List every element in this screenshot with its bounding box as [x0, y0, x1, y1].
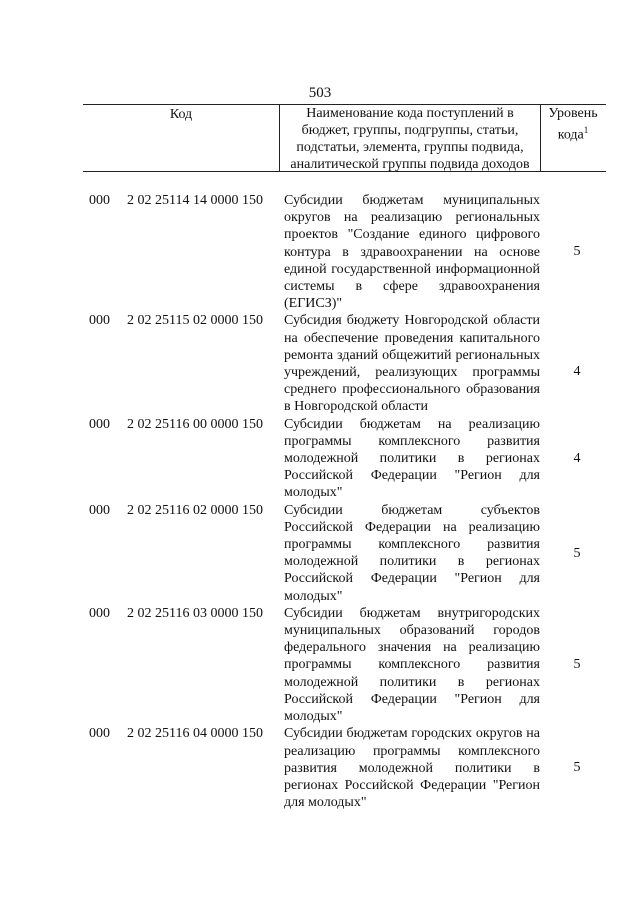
table-row [0, 725, 640, 811]
table-row [0, 312, 640, 415]
header-level-footnote: 1 [583, 125, 589, 135]
row-code: 2 02 25116 04 0000 150 [127, 726, 263, 742]
header-name: Наименование кода поступлений в бюджет, группы, подгруппы, статьи, подстатьи, элемента, группы подвида, аналитической группы подвида доходов [279, 105, 541, 171]
table-row [0, 192, 640, 312]
row-prefix: 000 [89, 605, 110, 621]
row-prefix: 000 [89, 193, 110, 208]
header-code [83, 105, 279, 171]
header-level-label: Уровень кода [548, 106, 598, 143]
row-level: 5 [573, 656, 581, 672]
row-code: 2 02 25115 02 0000 150 [127, 313, 263, 329]
row-level: 4 [573, 364, 581, 380]
row-level: 5 [573, 760, 581, 776]
row-level: 5 [573, 244, 581, 259]
row-prefix: 000 [89, 313, 110, 329]
page-number: 503 [308, 85, 332, 101]
table-header [83, 104, 606, 172]
row-code: 2 02 25114 14 0000 150 [127, 193, 263, 208]
row-prefix: 000 [89, 502, 110, 518]
row-prefix: 000 [89, 726, 110, 742]
table-body [0, 192, 640, 811]
table-row [0, 416, 640, 502]
row-name: Субсидии бюджетам на реализацию программы комплексного развития молодежной политики в регионах Российской Федерации "Регион для молодых" [284, 416, 540, 501]
row-prefix: 000 [89, 416, 110, 432]
row-name: Субсидии бюджетам внутригородских муниципальных образований городов федерального значения на реализацию программы комплексного развития молодежной политики в регионах Российской Федерации "Регион для молодых" [284, 605, 540, 725]
row-name: Субсидия бюджету Новгородской области на обеспечение проведения капитального ремонта зданий общежитий региональных учреждений, реализующих программы среднего профессионального образования в Новгородской области [284, 313, 540, 415]
table-row [0, 605, 640, 725]
row-level: 4 [573, 450, 581, 466]
header-level [540, 105, 606, 171]
row-code: 2 02 25116 02 0000 150 [127, 502, 263, 518]
row-name: Субсидии бюджетам муниципальных округов на реализацию региональных проектов "Создание единого цифрового контура в здравоохранении на основе единой государственной информационной системы в сфере здравоохранения (ЕГИСЗ)" [284, 193, 540, 312]
row-code: 2 02 25116 03 0000 150 [127, 605, 263, 621]
row-level: 5 [573, 545, 581, 561]
row-name: Субсидии бюджетам субъектов Российской Федерации на реализацию программы комплексного развития молодежной политики в регионах Российской Федерации "Регион для молодых" [284, 502, 540, 604]
row-name: Субсидии бюджетам городских округов на реализацию программы комплексного развития молодежной политики в регионах Российской Федерации "Регион для молодых" [284, 726, 540, 811]
row-code: 2 02 25116 00 0000 150 [127, 416, 263, 432]
header-code-label: Код [169, 107, 193, 122]
table-row [0, 502, 640, 605]
